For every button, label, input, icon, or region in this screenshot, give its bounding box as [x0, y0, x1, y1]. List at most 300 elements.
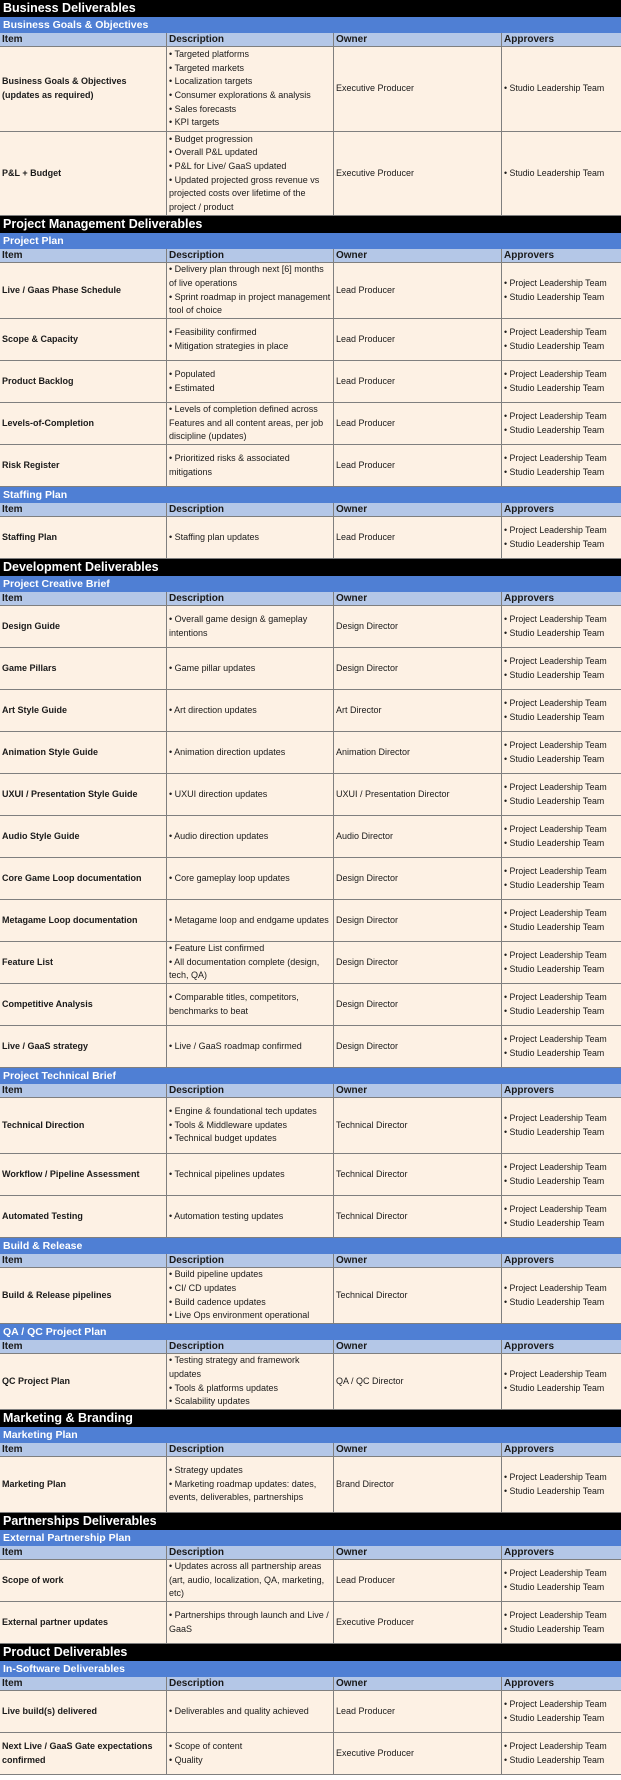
approver-bullet [504, 1005, 621, 1019]
approver-text: Studio Leadership Team [509, 291, 605, 302]
description-bullet [169, 1168, 333, 1182]
approvers-cell [502, 361, 621, 402]
bullet-text: Live / GaaS roadmap confirmed [174, 1040, 302, 1051]
owner-cell: Lead Producer [334, 1560, 502, 1601]
approver-bullet [504, 1623, 621, 1637]
bullet-text: Levels of completion defined across Features and all content areas, per job discipline (updates) [169, 404, 324, 442]
table-row [0, 1196, 621, 1238]
table-row [0, 1026, 621, 1068]
owner-cell: Art Director [334, 690, 502, 731]
bullet-text: Targeted markets [174, 62, 245, 73]
bullet-glyph: • [504, 368, 510, 379]
item-cell: Levels-of-Completion [0, 403, 167, 444]
table-row [0, 648, 621, 690]
column-header-owner: Owner [334, 1340, 502, 1353]
approvers-cell [502, 984, 621, 1025]
bullet-glyph: • [169, 1106, 175, 1117]
column-header-description: Description [167, 1443, 334, 1456]
bullet-glyph: • [169, 382, 175, 393]
column-header-row [0, 1677, 621, 1691]
column-header-row [0, 1084, 621, 1098]
bullet-glyph: • [169, 531, 175, 542]
approver-text: Project Leadership Team [509, 1698, 607, 1709]
column-header-approvers: Approvers [504, 1547, 555, 1558]
owner-cell: Lead Producer [334, 445, 502, 486]
group-header-staffing-plan: Staffing Plan [0, 487, 621, 503]
approver-text: Studio Leadership Team [509, 1296, 605, 1307]
item-cell: Marketing Plan [0, 1457, 167, 1512]
bullet-glyph: • [169, 1561, 175, 1572]
approvers-cell [502, 900, 621, 941]
bullet-glyph: • [169, 1396, 175, 1407]
item-cell: Scope of work [0, 1560, 167, 1601]
bullet-text: Tools & Middleware updates [174, 1119, 288, 1130]
bullet-glyph: • [504, 424, 510, 435]
column-header-row [0, 1546, 621, 1560]
bullet-text: Tools & platforms updates [174, 1382, 279, 1393]
description-bullet [169, 830, 333, 844]
bullet-glyph: • [169, 1269, 175, 1280]
bullet-glyph: • [169, 340, 175, 351]
approver-bullet [504, 739, 621, 753]
approver-bullet [504, 627, 621, 641]
approver-text: Project Leadership Team [509, 697, 607, 708]
approvers-cell [502, 1733, 621, 1774]
bullet-glyph: • [169, 133, 175, 144]
owner-cell: Lead Producer [334, 319, 502, 360]
owner-cell: Lead Producer [334, 1691, 502, 1732]
group-header-external-partnership-plan: External Partnership Plan [0, 1530, 621, 1546]
bullet-glyph: • [169, 404, 175, 415]
description-cell [167, 984, 334, 1025]
bullet-text: Game pillar updates [174, 662, 256, 673]
item-cell: QC Project Plan [0, 1354, 167, 1409]
bullet-glyph: • [169, 1478, 175, 1489]
bullet-glyph: • [169, 1168, 175, 1179]
bullet-text: Partnerships through launch and Live / GaaS [169, 1609, 329, 1634]
approvers-cell [502, 1098, 621, 1153]
bullet-glyph: • [169, 1210, 175, 1221]
bullet-glyph: • [504, 466, 510, 477]
approver-text: Studio Leadership Team [509, 627, 605, 638]
description-bullet [169, 1268, 333, 1282]
table-row [0, 1691, 621, 1733]
table-row [0, 1354, 621, 1410]
approver-bullet [504, 1609, 621, 1623]
bullet-glyph: • [504, 907, 510, 918]
bullet-glyph: • [169, 914, 175, 925]
description-cell [167, 47, 334, 131]
approver-text: Project Leadership Team [509, 524, 607, 535]
approver-bullet [504, 538, 621, 552]
column-header-row [0, 249, 621, 263]
table-row [0, 1733, 621, 1775]
approver-text: Studio Leadership Team [509, 837, 605, 848]
approver-bullet [504, 1698, 621, 1712]
bullet-text: Technical pipelines updates [174, 1168, 285, 1179]
approvers-cell [502, 47, 621, 131]
approver-bullet [504, 1161, 621, 1175]
bullet-glyph: • [169, 991, 175, 1002]
bullet-text: Art direction updates [174, 704, 257, 715]
column-header-owner: Owner [334, 1443, 502, 1456]
section-header-project-management-deliverables: Project Management Deliverables [0, 216, 621, 233]
description-bullet [169, 1040, 333, 1054]
owner-cell: Executive Producer [334, 1733, 502, 1774]
bullet-glyph: • [504, 538, 510, 549]
item-cell: Core Game Loop documentation [0, 858, 167, 899]
description-bullet [169, 1560, 333, 1601]
bullet-glyph: • [504, 1698, 510, 1709]
approver-bullet [504, 1175, 621, 1189]
approver-text: Project Leadership Team [509, 613, 607, 624]
owner-cell: Executive Producer [334, 132, 502, 215]
approver-text: Project Leadership Team [509, 1368, 607, 1379]
approvers-cell [502, 774, 621, 815]
bullet-text: Feasibility confirmed [174, 326, 257, 337]
column-header-owner: Owner [334, 33, 502, 46]
description-bullet [169, 326, 333, 340]
bullet-text: Estimated [174, 382, 215, 393]
approver-bullet [504, 326, 621, 340]
description-bullet [169, 662, 333, 676]
bullet-glyph: • [169, 704, 175, 715]
approver-text: Project Leadership Team [509, 907, 607, 918]
table-row [0, 816, 621, 858]
owner-cell: Audio Director [334, 816, 502, 857]
bullet-glyph: • [169, 830, 175, 841]
approver-bullet [504, 1296, 621, 1310]
bullet-text: CI/ CD updates [174, 1282, 237, 1293]
approvers-cell [502, 1026, 621, 1067]
bullet-glyph: • [504, 753, 510, 764]
column-header-approvers: Approvers [504, 1444, 555, 1455]
bullet-text: Quality [174, 1754, 203, 1765]
description-cell [167, 361, 334, 402]
bullet-glyph: • [504, 1282, 510, 1293]
column-header-description: Description [167, 1340, 334, 1353]
owner-cell: Technical Director [334, 1268, 502, 1323]
bullet-glyph: • [504, 1368, 510, 1379]
table-row [0, 47, 621, 132]
bullet-glyph: • [504, 326, 510, 337]
bullet-glyph: • [504, 739, 510, 750]
bullet-glyph: • [504, 655, 510, 666]
approver-text: Project Leadership Team [509, 781, 607, 792]
bullet-text: Overall P&L updated [174, 147, 258, 158]
table-row [0, 942, 621, 984]
bullet-text: Sprint roadmap in project management tool of choice [169, 291, 331, 316]
bullet-glyph: • [504, 1581, 510, 1592]
approver-text: Project Leadership Team [509, 1033, 607, 1044]
column-header-owner: Owner [334, 503, 502, 516]
approver-text: Studio Leadership Team [509, 466, 605, 477]
bullet-glyph: • [504, 1609, 510, 1620]
description-bullet [169, 1119, 333, 1133]
column-header-approvers: Approvers [504, 593, 555, 604]
approver-text: Studio Leadership Team [509, 879, 605, 890]
item-cell: Audio Style Guide [0, 816, 167, 857]
column-header-row [0, 503, 621, 517]
item-cell: External partner updates [0, 1602, 167, 1643]
approver-text: Project Leadership Team [509, 1740, 607, 1751]
column-header-owner: Owner [334, 592, 502, 605]
bullet-glyph: • [169, 1740, 175, 1751]
bullet-glyph: • [504, 865, 510, 876]
bullet-glyph: • [504, 627, 510, 638]
column-header-item: Item [0, 1340, 167, 1353]
approver-bullet [504, 167, 621, 181]
group-header-marketing-plan: Marketing Plan [0, 1427, 621, 1443]
bullet-text: Prioritized risks & associated mitigations [169, 452, 290, 477]
section-header-product-deliverables: Product Deliverables [0, 1644, 621, 1661]
description-cell [167, 1733, 334, 1774]
bullet-glyph: • [169, 1754, 175, 1765]
description-bullet [169, 1105, 333, 1119]
bullet-text: Technical budget updates [174, 1133, 277, 1144]
approvers-cell [502, 732, 621, 773]
approver-text: Studio Leadership Team [509, 753, 605, 764]
approver-bullet [504, 1471, 621, 1485]
approver-bullet [504, 1217, 621, 1231]
bullet-text: Deliverables and quality achieved [174, 1705, 309, 1716]
section-header-partnerships-deliverables: Partnerships Deliverables [0, 1513, 621, 1530]
owner-cell: Lead Producer [334, 361, 502, 402]
description-cell [167, 1560, 334, 1601]
approver-text: Project Leadership Team [509, 452, 607, 463]
approver-bullet [504, 711, 621, 725]
approver-bullet [504, 1581, 621, 1595]
description-bullet [169, 704, 333, 718]
table-row [0, 263, 621, 319]
description-cell [167, 1196, 334, 1237]
bullet-text: Scope of content [174, 1740, 243, 1751]
column-header-description: Description [167, 1677, 334, 1690]
approver-text: Studio Leadership Team [509, 1623, 605, 1634]
bullet-glyph: • [504, 1047, 510, 1058]
bullet-glyph: • [169, 1310, 175, 1321]
approvers-cell [502, 263, 621, 318]
description-cell [167, 403, 334, 444]
bullet-glyph: • [504, 1471, 510, 1482]
bullet-glyph: • [504, 1567, 510, 1578]
approver-bullet [504, 340, 621, 354]
description-bullet [169, 1464, 333, 1478]
approver-text: Project Leadership Team [509, 1471, 607, 1482]
group-header-build-release: Build & Release [0, 1238, 621, 1254]
bullet-glyph: • [169, 264, 175, 275]
column-header-description: Description [167, 503, 334, 516]
bullet-glyph: • [169, 76, 175, 87]
section-header-marketing-branding: Marketing & Branding [0, 1410, 621, 1427]
approver-text: Studio Leadership Team [509, 1126, 605, 1137]
approver-bullet [504, 1485, 621, 1499]
description-bullet [169, 1296, 333, 1310]
approver-bullet [504, 949, 621, 963]
description-bullet [169, 746, 333, 760]
approver-text: Studio Leadership Team [509, 963, 605, 974]
owner-cell: Design Director [334, 1026, 502, 1067]
approver-bullet [504, 753, 621, 767]
description-bullet [169, 133, 333, 147]
bullet-text: Overall game design & gameplay intentions [169, 613, 308, 638]
column-header-approvers: Approvers [504, 504, 555, 515]
owner-cell: Design Director [334, 858, 502, 899]
description-bullet [169, 48, 333, 62]
bullet-glyph: • [504, 452, 510, 463]
column-header-owner: Owner [334, 1254, 502, 1267]
column-header-description: Description [167, 1254, 334, 1267]
column-header-item: Item [0, 1084, 167, 1097]
item-cell: Workflow / Pipeline Assessment [0, 1154, 167, 1195]
bullet-text: Feature List confirmed [174, 943, 265, 954]
bullet-text: All documentation complete (design, tech, QA) [169, 956, 320, 981]
bullet-glyph: • [504, 795, 510, 806]
approver-text: Project Leadership Team [509, 1609, 607, 1620]
bullet-text: Live Ops environment operational [174, 1310, 310, 1321]
owner-cell: Lead Producer [334, 517, 502, 558]
approvers-cell [502, 445, 621, 486]
bullet-glyph: • [504, 669, 510, 680]
section-header-development-deliverables: Development Deliverables [0, 559, 621, 576]
approver-text: Studio Leadership Team [509, 382, 605, 393]
approver-bullet [504, 466, 621, 480]
column-header-item: Item [0, 592, 167, 605]
item-cell: Technical Direction [0, 1098, 167, 1153]
bullet-glyph: • [169, 1382, 175, 1393]
bullet-glyph: • [169, 49, 175, 60]
section-header-business-deliverables: Business Deliverables [0, 0, 621, 17]
column-header-description: Description [167, 1546, 334, 1559]
bullet-text: Budget progression [174, 133, 253, 144]
column-header-approvers: Approvers [504, 1678, 555, 1689]
approver-text: Studio Leadership Team [509, 424, 605, 435]
description-cell [167, 132, 334, 215]
description-bullet [169, 368, 333, 382]
approver-text: Project Leadership Team [509, 991, 607, 1002]
bullet-glyph: • [504, 167, 510, 178]
description-bullet [169, 89, 333, 103]
bullet-glyph: • [504, 1126, 510, 1137]
approver-bullet [504, 410, 621, 424]
approver-bullet [504, 424, 621, 438]
table-row [0, 1457, 621, 1513]
approver-text: Studio Leadership Team [509, 1712, 605, 1723]
column-header-row [0, 1340, 621, 1354]
approver-bullet [504, 1712, 621, 1726]
bullet-glyph: • [169, 174, 175, 185]
column-header-description: Description [167, 1084, 334, 1097]
description-cell [167, 1457, 334, 1512]
approvers-cell [502, 1457, 621, 1512]
description-bullet [169, 160, 333, 174]
bullet-glyph: • [504, 1296, 510, 1307]
owner-cell: Design Director [334, 648, 502, 689]
bullet-glyph: • [504, 879, 510, 890]
bullet-glyph: • [504, 1623, 510, 1634]
approver-text: Project Leadership Team [509, 368, 607, 379]
approver-text: Studio Leadership Team [509, 921, 605, 932]
bullet-glyph: • [504, 1161, 510, 1172]
approvers-cell [502, 1560, 621, 1601]
approver-bullet [504, 524, 621, 538]
column-header-row [0, 592, 621, 606]
description-bullet [169, 340, 333, 354]
approvers-cell [502, 690, 621, 731]
description-bullet [169, 1740, 333, 1754]
description-cell [167, 319, 334, 360]
bullet-text: Engine & foundational tech updates [174, 1106, 317, 1117]
owner-cell: Technical Director [334, 1098, 502, 1153]
bullet-glyph: • [169, 326, 175, 337]
approvers-cell [502, 1602, 621, 1643]
column-header-description: Description [167, 33, 334, 46]
owner-cell: Animation Director [334, 732, 502, 773]
approver-text: Studio Leadership Team [509, 1217, 605, 1228]
approver-bullet [504, 82, 621, 96]
description-bullet [169, 531, 333, 545]
bullet-glyph: • [504, 949, 510, 960]
description-bullet [169, 872, 333, 886]
approver-bullet [504, 382, 621, 396]
bullet-glyph: • [504, 1033, 510, 1044]
column-header-owner: Owner [334, 249, 502, 262]
approver-text: Studio Leadership Team [509, 795, 605, 806]
approver-text: Studio Leadership Team [509, 1382, 605, 1393]
table-row [0, 732, 621, 774]
description-bullet [169, 1354, 333, 1381]
bullet-text: Mitigation strategies in place [174, 340, 289, 351]
column-header-owner: Owner [334, 1546, 502, 1559]
item-cell: Automated Testing [0, 1196, 167, 1237]
item-cell: P&L + Budget [0, 132, 167, 215]
table-row [0, 1602, 621, 1644]
approver-bullet [504, 613, 621, 627]
description-bullet [169, 62, 333, 76]
owner-cell: QA / QC Director [334, 1354, 502, 1409]
description-bullet [169, 382, 333, 396]
description-bullet [169, 914, 333, 928]
bullet-glyph: • [504, 837, 510, 848]
bullet-glyph: • [169, 1465, 175, 1476]
description-bullet [169, 174, 333, 215]
approvers-cell [502, 942, 621, 983]
table-row [0, 858, 621, 900]
approver-bullet [504, 1754, 621, 1768]
description-bullet [169, 1282, 333, 1296]
owner-cell: Technical Director [334, 1154, 502, 1195]
bullet-glyph: • [169, 103, 175, 114]
owner-cell: Lead Producer [334, 263, 502, 318]
approver-bullet [504, 1203, 621, 1217]
bullet-glyph: • [504, 1217, 510, 1228]
bullet-glyph: • [504, 991, 510, 1002]
description-cell [167, 1268, 334, 1323]
group-header-qa-qc-project-plan: QA / QC Project Plan [0, 1324, 621, 1340]
approver-text: Project Leadership Team [509, 410, 607, 421]
approver-bullet [504, 1033, 621, 1047]
column-header-row [0, 1443, 621, 1457]
description-bullet [169, 1382, 333, 1396]
item-cell: Feature List [0, 942, 167, 983]
column-header-description: Description [167, 249, 334, 262]
table-row [0, 1098, 621, 1154]
bullet-text: Build pipeline updates [174, 1269, 263, 1280]
bullet-glyph: • [169, 160, 175, 171]
bullet-glyph: • [169, 452, 175, 463]
bullet-glyph: • [169, 943, 175, 954]
approvers-cell [502, 1196, 621, 1237]
